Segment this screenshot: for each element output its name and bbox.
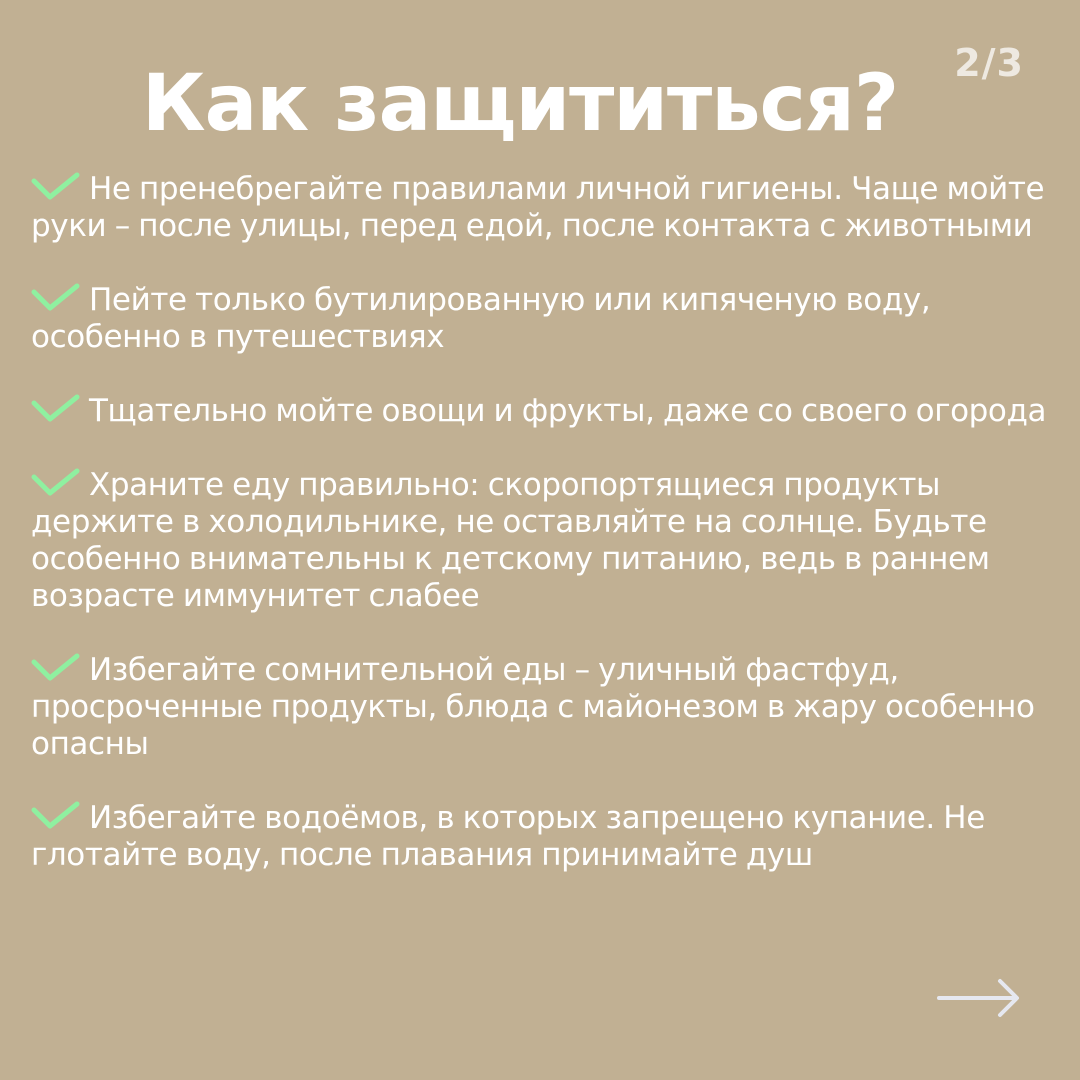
tip-text: Пейте только бутилированную или кипяченую воду, особенно в путешествиях [31, 282, 931, 355]
check-icon [31, 283, 81, 313]
list-item [31, 467, 1061, 615]
check-icon [31, 801, 81, 831]
check-icon [31, 394, 81, 424]
check-icon [31, 172, 81, 202]
list-item [31, 393, 1061, 430]
check-icon [31, 468, 81, 498]
arrow-right-icon[interactable] [936, 978, 1022, 1018]
list-item [31, 171, 1061, 245]
check-icon [31, 653, 81, 683]
tip-text: Избегайте водоёмов, в которых запрещено купание. Не глотайте воду, после плавания принимайте душ [31, 800, 985, 873]
tip-text: Избегайте сомнительной еды – уличный фастфуд, просроченные продукты, блюда с майонезом в жару особенно опасны [31, 652, 1035, 762]
page-counter: 2/3 [954, 41, 1024, 85]
page-title: Как защититься? [141, 59, 899, 149]
list-item [31, 652, 1061, 763]
list-item [31, 282, 1061, 356]
tip-text: Тщательно мойте овощи и фрукты, даже со своего огорода [89, 393, 1047, 429]
tips-list [31, 171, 1061, 874]
tip-text: Храните еду правильно: скоропортящиеся продукты держите в холодильнике, не оставляйте на солнце. Будьте особенно внимательны к детскому питанию, ведь в раннем возрасте иммунитет слабее [31, 467, 990, 614]
list-item [31, 800, 1061, 874]
tip-text: Не пренебрегайте правилами личной гигиены. Чаще мойте руки – после улицы, перед едой, после контакта с животными [31, 171, 1045, 244]
